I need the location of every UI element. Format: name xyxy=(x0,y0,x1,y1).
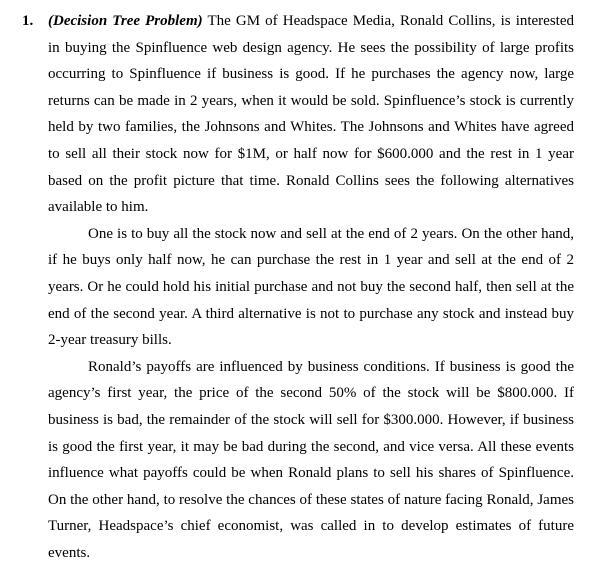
paragraph-2: One is to buy all the stock now and sell at the end of 2 years. On the other hand, if he buys only half now, he can purchase the rest in 1 year and sell at the end of 2 years. Or he could hold his initial purchase and not buy the second half, then sell at the end of the second year. A third alternative is not to purchase any stock and instead buy 2-year treasury bills. xyxy=(48,225,574,349)
paragraph-3: Ronald’s payoffs are influenced by business conditions. If business is good the agency’s first year, the price of the second 50% of the stock will be $800.000. If business is bad, the remainder of the stock will sell for $300.000. However, if business is good the first year, it may be bad during the second, and vice versa. All these events influence what payoffs could be when Ronald plans to sell his shares of Spinfluence. On the other hand, to resolve the chances of these states of nature facing Ronald, James Turner, Headspace’s chief economist, was called in to develop estimates of future events. xyxy=(48,358,574,561)
problem-type-label: (Decision Tree Problem) xyxy=(48,13,203,29)
question-body xyxy=(48,8,574,566)
question-number: 1. xyxy=(22,13,34,29)
paragraph-1-text: The GM of Headspace Media, Ronald Collins, is interested in buying the Spinfluence web design agency. He sees the possibility of large profits occurring to Spinfluence if business is good. If he purchases the agency now, large returns can be made in 2 years, when it would be sold. Spinfluence’s stock is currently held by two families, the Johnsons and Whites. The Johnsons and Whites have agreed to sell all their stock now for $1M, or half now for $600.000 and the rest in 1 year based on the profit picture that time. Ronald Collins sees the following alternatives available to him. xyxy=(48,13,575,216)
paragraph-1 xyxy=(48,8,574,221)
